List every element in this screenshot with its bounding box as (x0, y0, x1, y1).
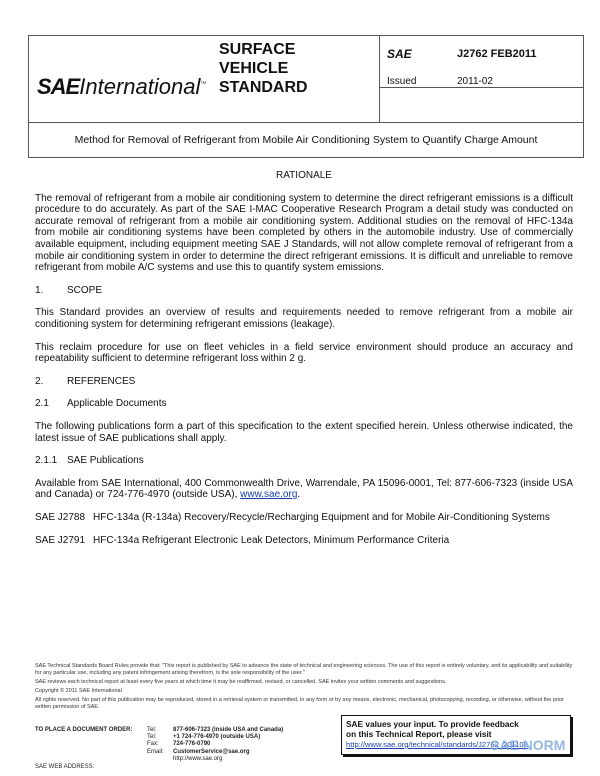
section-title: SCOPE (67, 284, 103, 296)
document-title: Method for Removal of Refrigerant from Mobile Air Conditioning System to Quantify Charge Amount (74, 134, 538, 146)
section-number: 1. (35, 284, 44, 296)
section-number: 2.1 (35, 398, 49, 410)
rationale-heading: RATIONALE (276, 170, 332, 181)
contact-value: 724-776-0790 (173, 741, 211, 748)
footer-review-text: SAE reviews each technical report at least every five years at which time it may be reaffirmed, revised, or cancelled. SAE invites your written comments and suggestions. (35, 679, 447, 685)
standard-type (219, 40, 308, 97)
applicable-documents-text: The following publications form a part of this specification to the extent specified herein. Unless otherwise indicated, the latest issue of SAE publications shall apply. (35, 420, 573, 444)
section-title: SAE Publications (67, 455, 144, 467)
availability-text-body: Available from SAE International, 400 Commonwealth Drive, Warrendale, PA 15096-0001, Tel: 877-606-7323 (inside USA and Canada) or 724-776-4970 (outside USA), (35, 477, 573, 501)
feedback-link[interactable]: http://www.sae.org/technical/standards/J2762_201102 (346, 740, 528, 749)
contact-label: Email: (147, 748, 164, 755)
document-body (35, 170, 573, 559)
copyright-text: Copyright © 2011 SAE International (35, 688, 122, 694)
sae-website-link[interactable]: www.sae.org (240, 489, 298, 501)
contact-list (147, 727, 283, 763)
contact-email[interactable]: CustomerService@sae.org (173, 748, 250, 755)
section-number: 2. (35, 375, 44, 387)
section-title: REFERENCES (67, 375, 136, 387)
issued-date: 2011-02 (457, 76, 493, 87)
section-title: Applicable Documents (67, 398, 167, 410)
web-address-label: SAE WEB ADDRESS: (35, 764, 95, 770)
sae-international-logo: SAEInternational™ (37, 74, 207, 99)
scope-heading (35, 285, 573, 297)
document-number: J2762 FEB2011 (457, 48, 537, 60)
contact-label (147, 756, 173, 763)
reference-id: SAE J2788 (35, 511, 86, 523)
document-header (28, 35, 584, 158)
issued-label: Issued (387, 76, 417, 87)
contact-value: 877-606-7323 (inside USA and Canada) (173, 727, 284, 733)
sae-small-logo: SAE (387, 47, 412, 61)
divider (29, 122, 583, 123)
contact-website[interactable]: http://www.sae.org (173, 755, 223, 762)
footer-rules-text: SAE Technical Standards Board Rules provide that: "This report is published by SAE to advance the state of technical and engineering sciences. The use of this report is entirely voluntary, and its applicability and suitability for any particular use, including any patent infringement arising therefrom, is the sole responsibility of the user." (35, 663, 573, 676)
order-label: TO PLACE A DOCUMENT ORDER: (35, 727, 133, 733)
feedback-text: SAE values your input. To provide feedback (346, 719, 519, 729)
contact-label: Tel: (147, 734, 157, 741)
divider (379, 36, 380, 122)
reference-title: HFC-134a (R-134a) Recovery/Recycle/Recharging Equipment and for Mobile Air-Conditioning Systems (93, 511, 550, 523)
rights-text: All rights reserved. No part of this publication may be reproduced, stored in a retrieval system or transmitted, in any form or by any means, electronic, mechanical, photocopying, recording, or otherwise, without the prior written permission of SAE. (35, 697, 564, 710)
feedback-text: on this Technical Report, please visit (346, 729, 492, 739)
watermark-logo: SAE NORM (490, 737, 566, 753)
reference-title: HFC-134a Refrigerant Electronic Leak Detectors, Minimum Performance Criteria (93, 535, 450, 547)
standard-type-line: STANDARD (219, 79, 308, 96)
standard-type-line: SURFACE (219, 41, 296, 58)
reference-item (35, 512, 573, 524)
reference-id: SAE J2791 (35, 535, 86, 547)
reference-item (35, 535, 573, 547)
sae-publications-heading (35, 455, 573, 467)
contact-label: Tel: (147, 727, 157, 733)
applicable-documents-heading (35, 398, 573, 410)
standard-type-line: VEHICLE (219, 60, 289, 77)
references-heading (35, 376, 573, 388)
divider (379, 87, 584, 88)
scope-para-1: This Standard provides an overview of results and requirements needed to remove refrigerant from a mobile air conditioning system for determining refrigerant emissions (leakage). (35, 307, 573, 330)
contact-value: +1 724-776-4970 (outside USA) (173, 734, 261, 741)
contact-label: Fax: (147, 741, 159, 748)
rationale-text: The removal of refrigerant from a mobile air conditioning system to determine the direct refrigerant emissions is a difficult procedure to do accurately. As part of the SAE I-MAC Cooperative Research Program a detail study was conducted on accurate removal of refrigerant from a mobile air conditioning system. Additional studies on the removal of HFC-134a from mobile air conditioning systems have been completed by others in the automobile industry. Use of commercially available equipment, including equipment meeting SAE J Standards, will not allow complete removal of refrigerant from a mobile air conditioning system in order to determine the direct refrigerant emissions. It is difficult and unreliable to remove refrigerant from mobile A/C systems and use this to quantify system emissions. (35, 192, 573, 274)
scope-para-2: This reclaim procedure for use on fleet vehicles in a field service environment should produce an accuracy and repeatability sufficient to determine refrigerant loss within 2 g. (35, 341, 573, 365)
availability-text: Available from SAE International, 400 Commonwealth Drive, Warrendale, PA 15096-0001, Tel: 877-606-7323 (inside USA and Canada) or 724-776-4970 (outside USA), www.sae.org. (35, 477, 573, 501)
legal-footer (35, 663, 575, 713)
section-number: 2.1.1 (35, 455, 58, 467)
